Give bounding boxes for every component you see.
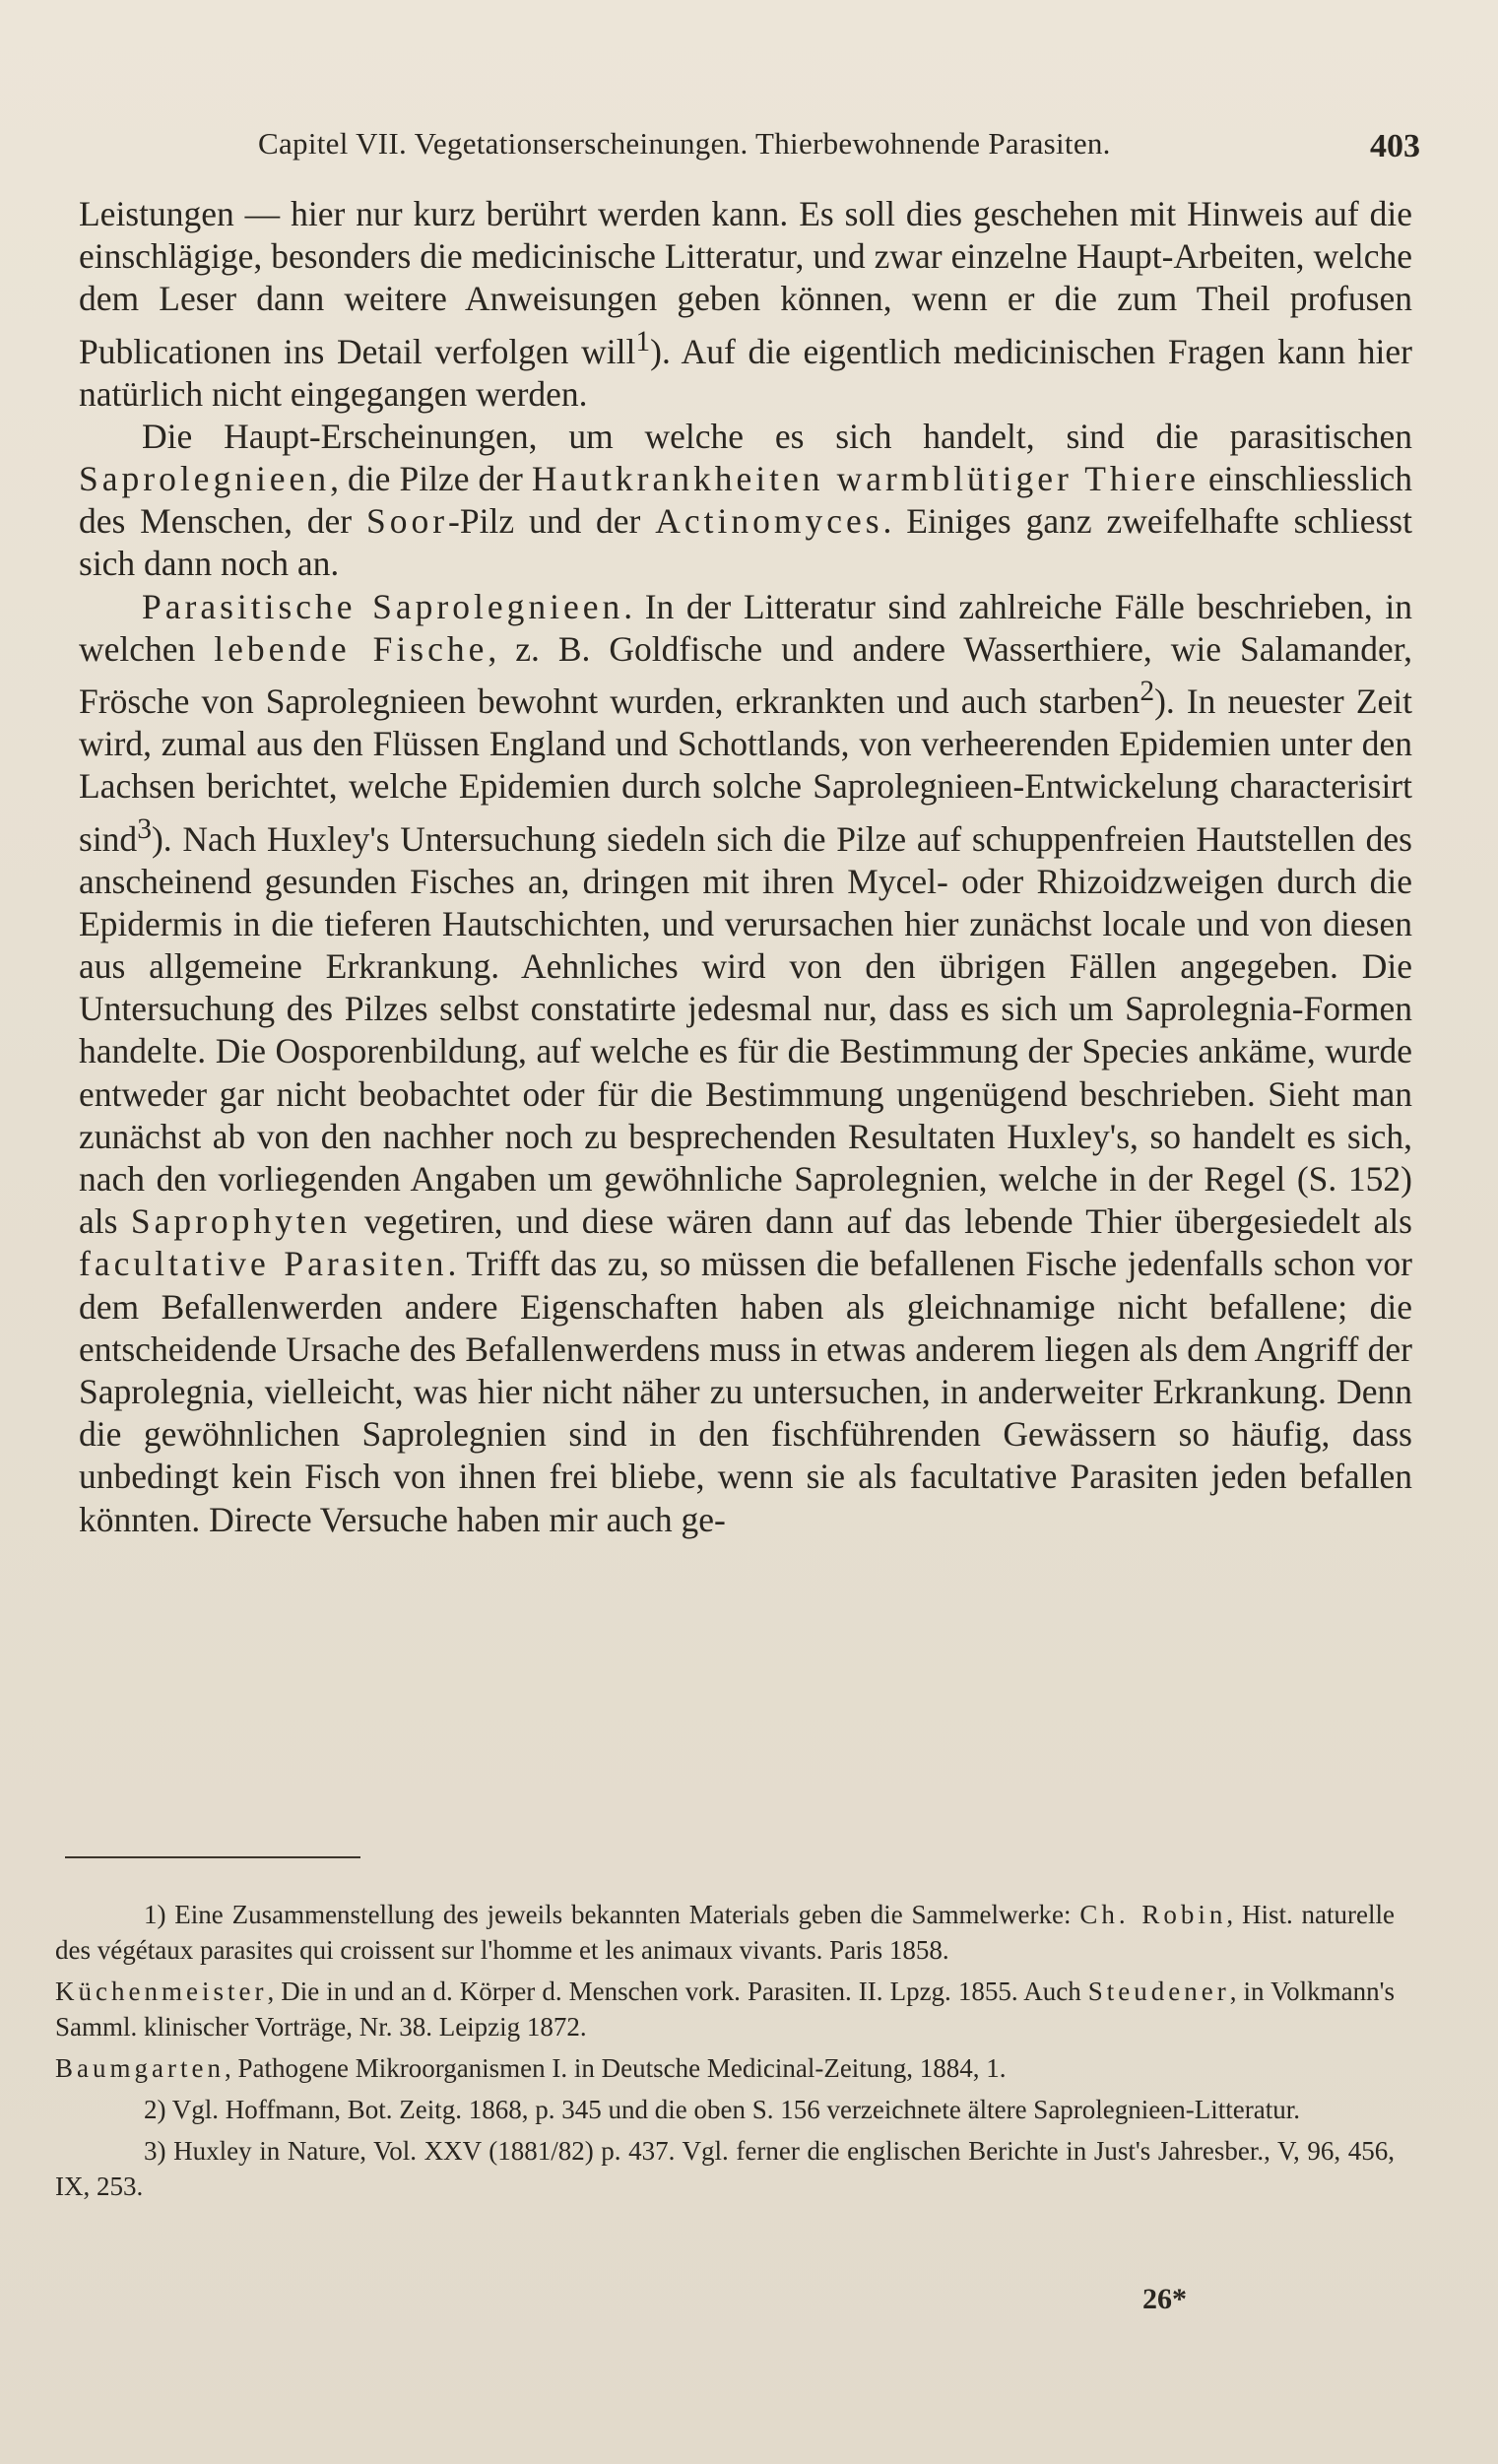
footnote — [55, 2133, 1395, 2204]
text-run: 1) Eine Zusammenstellung des jeweils bekannten Materials geben die Sammelwerke: — [144, 1900, 1080, 1929]
footnotes — [55, 1897, 1395, 2210]
spaced-term: Steudener — [1087, 1977, 1230, 2006]
spaced-term: facultative Parasiten — [79, 1244, 448, 1284]
text-run: Leistungen — hier nur kurz berührt werden kann. Es soll dies geschehen mit Hinweis auf die einschlägige, besonders die medicinische Litteratur, und zwar einzelne Haupt-Arbeiten, welche dem Leser dann weitere Anweisungen geben können, wenn er die zum Theil profusen Publicationen ins Detail verfolgen will — [79, 194, 1412, 371]
text-run: ). In neuester Zeit wird, zumal aus den Flüssen England und Schottlands, von verheerenden Epidemien unter den Lachsen berichtet, welche Epidemien durch solche Saprolegnieen-Entwickelung characterisirt sind — [79, 681, 1412, 859]
text-run: . Einiges ganz zweifelhafte schliesst sich dann noch an. — [79, 501, 1412, 584]
main-text — [79, 193, 1412, 1541]
paragraph — [79, 193, 1412, 416]
spaced-term: Soor — [365, 501, 449, 542]
text-run: -Pilz und der — [448, 501, 656, 542]
paragraph — [79, 416, 1412, 586]
text-run: , Die in und an d. Körper d. Menschen vork. Parasiten. II. Lpzg. 1855. Auch — [267, 1977, 1088, 2006]
text-run: vegetiren, und diese wären dann auf das lebende Thier übergesiedelt als — [351, 1201, 1413, 1242]
page-header — [71, 116, 1430, 175]
page-number: 403 — [1370, 128, 1420, 164]
text-run: . In der Litteratur sind zahlreiche Fälle beschrieben, in welchen — [79, 586, 1412, 669]
text-run: Die Haupt-Erscheinungen, um welche es sich handelt, sind die parasitischen — [142, 416, 1412, 456]
running-head: Capitel VII. Vegetationserscheinungen. Thierbewohnende Parasiten. — [258, 126, 1111, 161]
footnote-rule — [65, 1856, 360, 1858]
spaced-term: Ch. Robin — [1079, 1900, 1227, 1929]
spaced-term: Küchenmeister — [55, 1977, 268, 2006]
paragraph — [79, 586, 1412, 1541]
text-run: einschliesslich des Menschen, der — [79, 459, 1412, 542]
footnote — [55, 2092, 1395, 2127]
spaced-term: Actinomyces — [655, 501, 883, 542]
footnote-ref: 3 — [137, 812, 152, 845]
text-run: , in Volkmann's Samml. klinischer Vorträge, Nr. 38. Leipzig 1872. — [55, 1977, 1396, 2042]
spaced-term: Saprolegnieen — [79, 459, 331, 499]
spaced-term: Baumgarten — [55, 2053, 225, 2083]
text-run: . Trifft das zu, so müssen die befallenen Fische jedenfalls schon vor dem Befallenwerden andere Eigenschaften haben als gleichnamige nicht befallene; die entscheidende Ursache des Befallenwerdens muss in etwas anderem liegen als dem Angriff der Saprolegnia, vielleicht, was hier nicht näher zu untersuchen, in anderweiter Erkrankung. Denn die gewöhnlichen Saprolegnien sind in den fischführenden Gewässern so häufig, dass unbedingt kein Fisch von ihnen frei bliebe, wenn sie als facultative Parasiten jeden befallen könnten. Directe Versuche haben mir auch ge- — [79, 1244, 1412, 1539]
footnote — [55, 2050, 1395, 2086]
text-run: , z. B. Goldfische und andere Wasserthiere, wie Salamander, Frösche von Saprolegnieen bewohnt wurden, erkrankten und auch starben — [79, 628, 1412, 721]
footnote — [55, 1897, 1395, 1968]
spaced-term: lebende Fische — [214, 628, 488, 669]
text-run: 2) Vgl. Hoffmann, Bot. Zeitg. 1868, p. 345 und die oben S. 156 verzeichnete ältere Saprolegnieen-Litteratur. — [144, 2095, 1300, 2124]
text-run: ). Auf die eigentlich medicinischen Fragen kann hier natürlich nicht eingegangen werden. — [79, 331, 1412, 414]
spaced-term: Parasitische Saprolegnieen — [142, 586, 624, 626]
spaced-term: Hautkrankheiten warmblütiger Thiere — [531, 459, 1200, 499]
footnote-ref: 2 — [1140, 676, 1155, 708]
text-run: , Pathogene Mikroorganismen I. in Deutsche Medicinal-Zeitung, 1884, 1. — [224, 2053, 1007, 2083]
text-run: 3) Huxley in Nature, Vol. XXV (1881/82) p. 437. Vgl. ferner die englischen Berichte in Just's Jahresber., V, 96, 456, IX, 253. — [55, 2136, 1395, 2201]
text-run: , Hist. naturelle des végétaux parasites qui croissent sur l'homme et les animaux vivants. Paris 1858. — [55, 1900, 1395, 1965]
text-run: ). Nach Huxley's Untersuchung siedeln sich die Pilze auf schuppenfreien Hautstellen des anscheinend gesunden Fisches an, dringen mit ihren Mycel- oder Rhizoidzweigen durch die Epidermis in die tieferen Hautschichten, und verursachen hier zunächst locale und von diesen aus allgemeine Erkrankung. Aehnliches wird von den übrigen Fällen angegeben. Die Untersuchung des Pilzes selbst constatirte jedesmal nur, dass es sich um Saprolegnia-Formen handelte. Die Oosporenbildung, auf welche es für die Bestimmung der Species ankäme, wurde entweder gar nicht beobachtet oder für die Bestimmung ungenügend beschrieben. Sieht man zunächst ab von den nachher noch zu besprechenden Resultaten Huxley's, so handelt es sich, nach den vorliegenden Angaben um gewöhnliche Saprolegnien, welche in der Regel (S. 152) als — [79, 818, 1412, 1242]
text-run: , die Pilze der — [330, 459, 532, 499]
footnote — [55, 1974, 1395, 2044]
spaced-term: Saprophyten — [130, 1201, 352, 1242]
footnote-ref: 1 — [635, 325, 651, 357]
signature-mark: 26* — [1142, 2283, 1187, 2315]
